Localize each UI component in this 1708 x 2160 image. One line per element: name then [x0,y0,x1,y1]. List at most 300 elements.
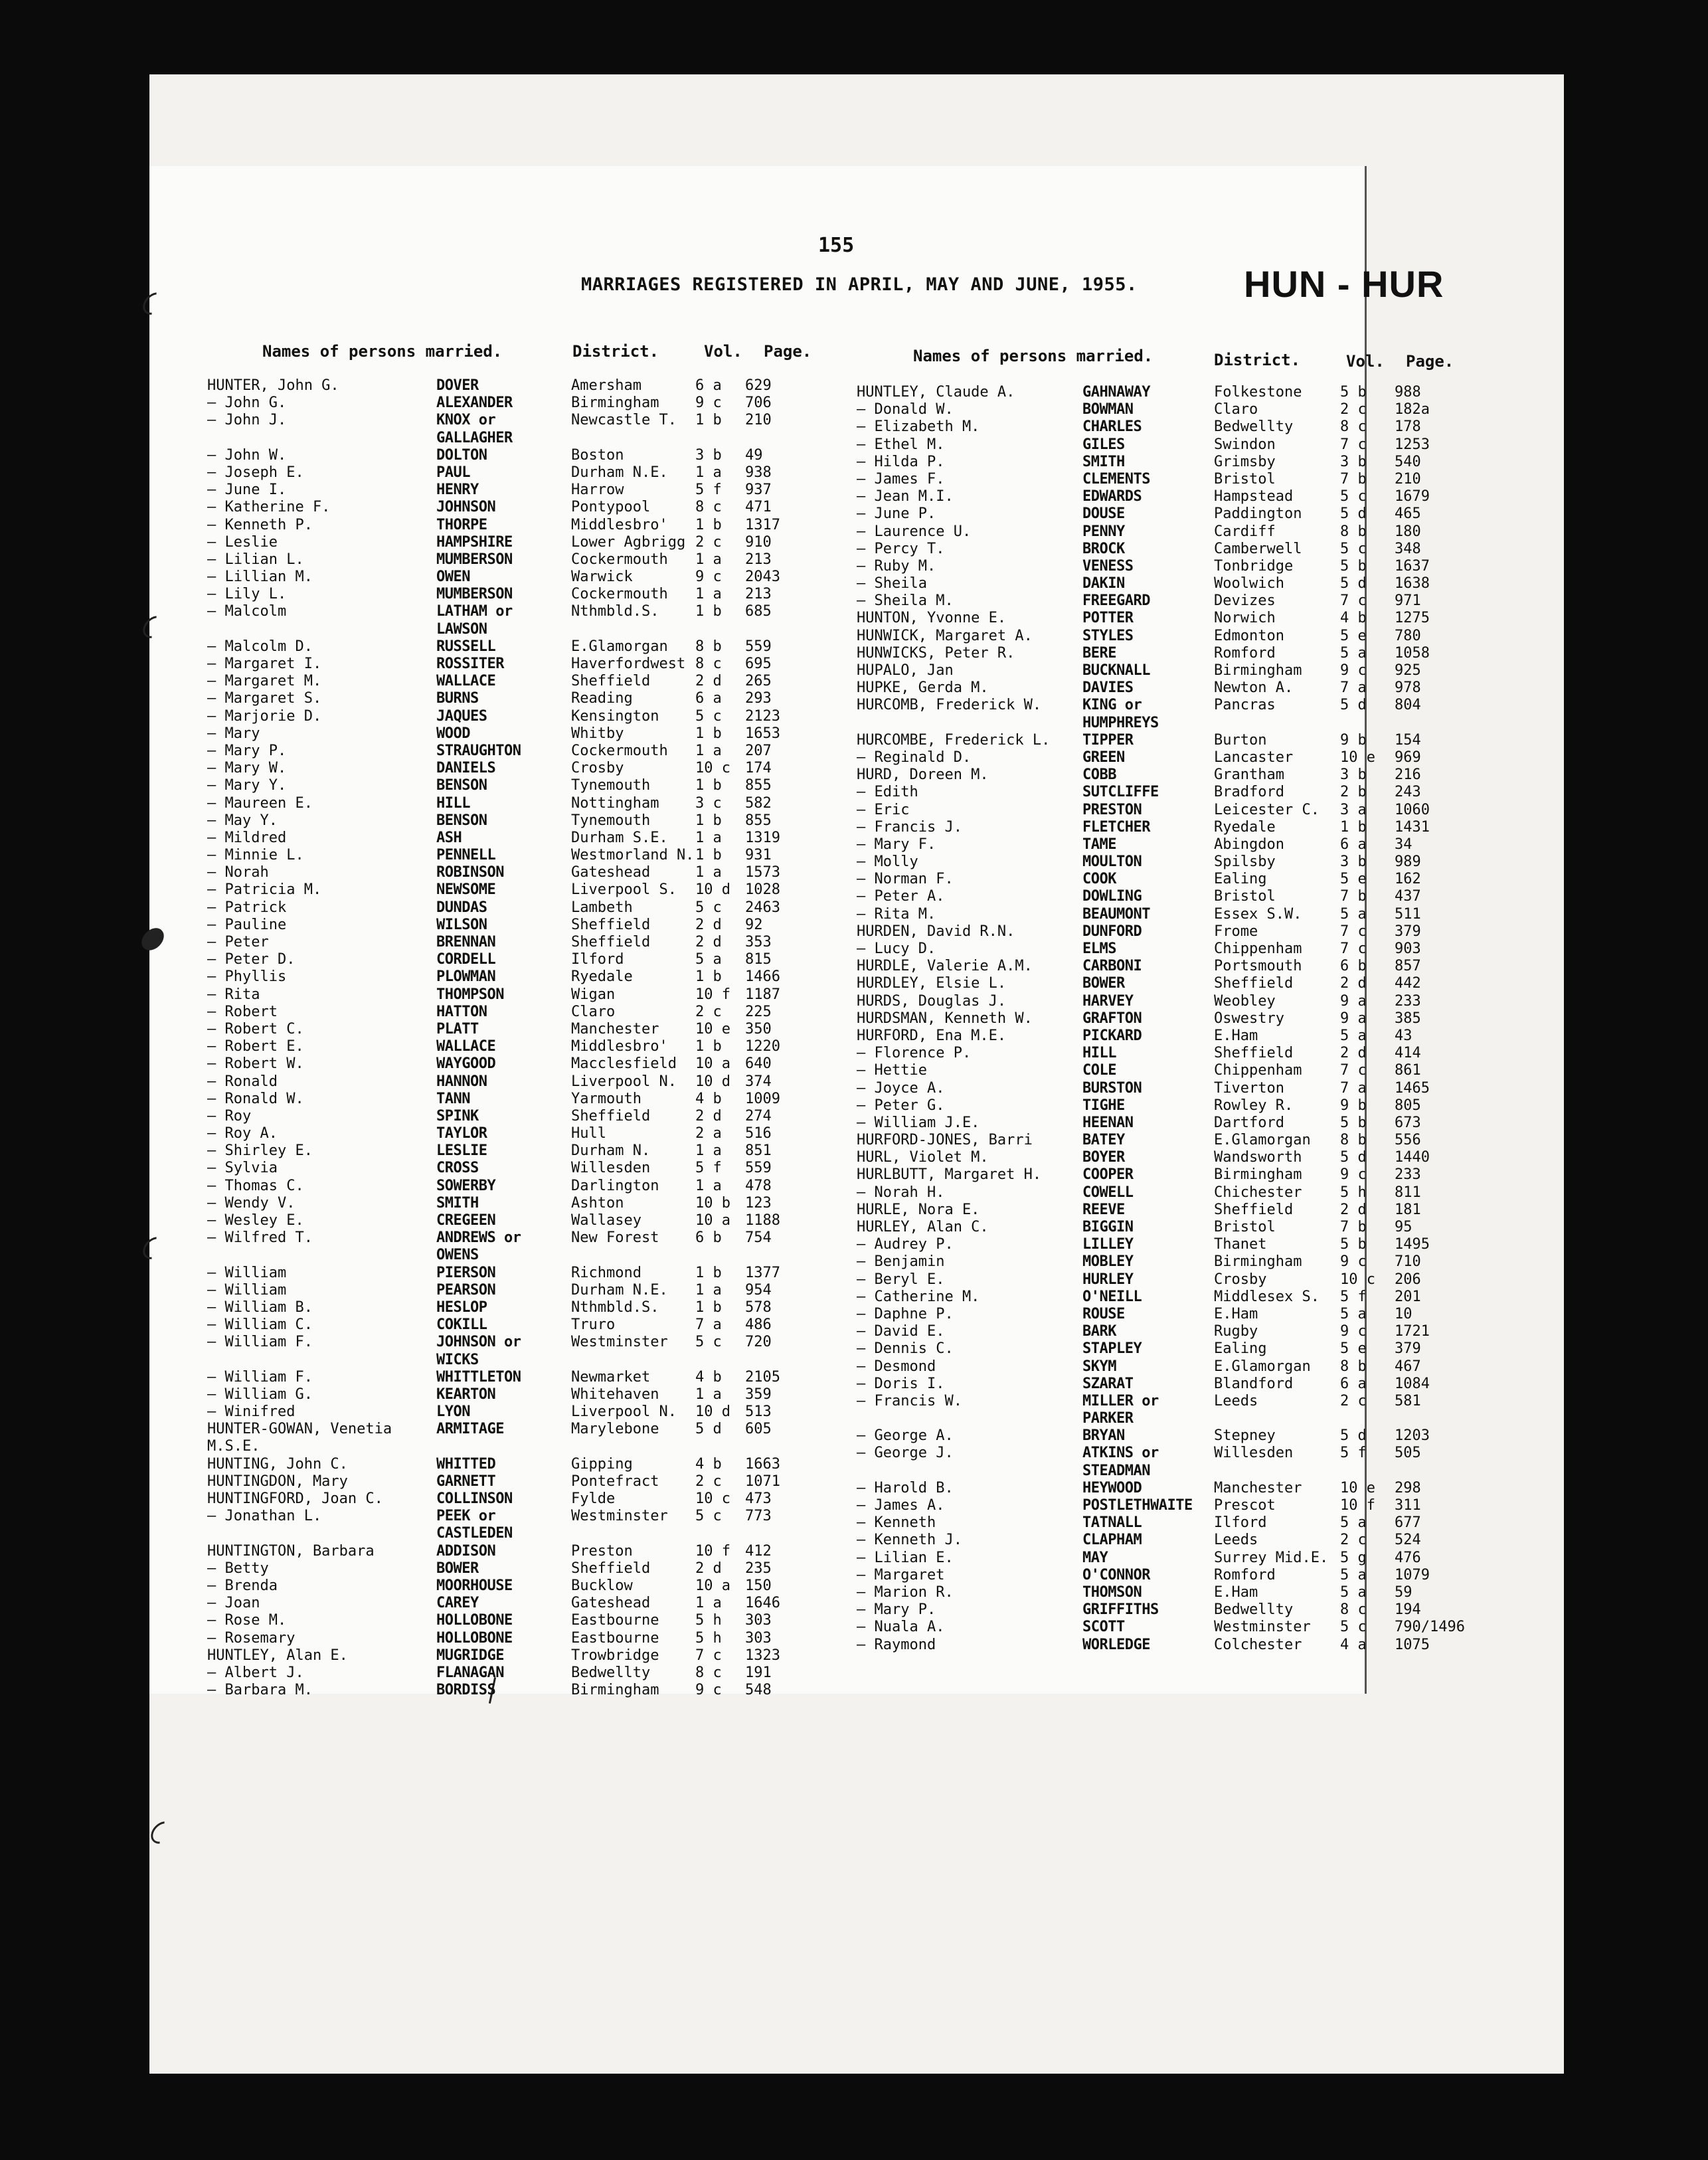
spouse-surname: HURLEY [1082,1271,1134,1288]
spouse-surname: SCOTT [1082,1619,1125,1636]
district: Oswestry [1214,1010,1284,1027]
district: Macclesfield [571,1055,677,1073]
table-row [857,1115,1474,1132]
spouse-surname: MILLER or [1082,1392,1159,1409]
person-name: — James F. [857,470,945,488]
person-name: — May Y. [207,812,278,829]
table-row [857,1289,1474,1306]
spouse-surname: FREEGARD [1082,592,1150,610]
table-row [857,1184,1474,1202]
volume: 7 c [695,1647,722,1664]
page-ref: 605 [745,1421,772,1438]
page-ref: 1646 [745,1595,780,1612]
district: Grimsby [1214,453,1276,470]
page-ref: 2043 [745,569,780,586]
spouse-surname: BOYER [1082,1149,1125,1166]
district: Leeds [1214,1532,1258,1549]
spouse-surname: BIGGIN [1082,1219,1134,1235]
district: Middlesbro' [571,516,668,533]
district: Norwich [1214,610,1276,627]
person-name: — Reginald D. [857,749,972,766]
table-row [207,482,825,499]
volume: 5 f [695,482,722,499]
spouse-surname: PARKER [1082,1410,1134,1427]
page-ref: 954 [745,1281,772,1299]
person-name: HURFORD-JONES, Barri [857,1132,1033,1149]
page-ref: 274 [745,1107,772,1125]
page-ref: 379 [1395,1340,1421,1358]
table-row [207,1108,825,1125]
table-row [857,471,1474,488]
district: Spilsby [1214,854,1276,871]
table-row [857,871,1474,888]
spouse-surname: THORPE [436,516,487,533]
spouse-surname: EDWARDS [1082,488,1142,505]
district: Swindon [1214,436,1276,453]
district: Devizes [1214,592,1276,610]
page-ref: 478 [745,1177,772,1194]
right-header-page: Page. [1406,352,1454,371]
spouse-surname: LYON [436,1403,470,1421]
person-name: HURCOMBE, Frederick L. [857,731,1051,749]
person-name: — Hettie [857,1062,927,1079]
volume: 2 d [1340,1201,1367,1218]
page-ref: 182a [1395,401,1430,418]
district: E.Ham [1214,1305,1258,1322]
district: Newcastle T. [571,412,677,429]
district: Marylebone [571,1421,659,1438]
page-number: 155 [818,234,855,257]
page-ref: 1573 [745,864,780,881]
volume: 5 e [1340,1340,1367,1358]
spouse-surname: BEAUMONT [1082,905,1150,923]
volume: 1 a [695,464,722,481]
person-name: HURLBUTT, Margaret H. [857,1166,1042,1184]
page-ref: 150 [745,1577,772,1594]
volume: 1 a [695,1595,722,1612]
person-name: — Thomas C. [207,1177,304,1194]
page-ref: 1071 [745,1473,780,1490]
spouse-surname: MOORHOUSE [436,1577,513,1594]
table-row [207,1438,825,1455]
table-row [207,847,825,864]
district: Sheffield [1214,1201,1294,1218]
district: Cockermouth [571,551,668,568]
person-name: — Maureen E. [207,794,313,812]
person-name: — Ethel M. [857,436,945,453]
person-name: — Daphne P. [857,1305,954,1322]
spouse-surname: BARK [1082,1323,1116,1340]
volume: 7 b [1340,1219,1367,1235]
page-ref: 348 [1395,540,1421,557]
page-ref: 49 [745,446,763,464]
spouse-surname: DANIELS [436,760,496,777]
volume: 9 c [1340,1253,1367,1271]
district: Wallasey [571,1212,641,1229]
spouse-surname: LATHAM or [436,603,513,620]
table-row [207,1386,825,1403]
district: Blandford [1214,1375,1294,1392]
spouse-surname: HENRY [436,482,479,499]
table-row [857,523,1474,541]
spouse-surname: PIERSON [436,1264,496,1281]
district: Ilford [1214,1514,1267,1532]
district: Rowley R. [1214,1097,1294,1114]
volume: 3 a [1340,801,1367,818]
spouse-surname: HEENAN [1082,1114,1134,1131]
district: Haverfordwest [571,656,686,672]
district: Whitby [571,725,624,742]
person-name: — Raymond [857,1636,936,1653]
spouse-surname: SPINK [436,1107,479,1125]
person-name: — William B. [207,1299,313,1316]
spouse-surname: HEYWOOD [1082,1479,1142,1496]
district: Amersham [571,377,641,394]
volume: 7 a [695,1316,722,1334]
volume: 1 b [695,412,722,429]
person-name: HURDS, Douglas J. [857,992,1007,1010]
table-row [207,638,825,656]
person-name: — John J. [207,412,287,429]
district: Cockermouth [571,586,668,603]
volume: 6 b [1340,958,1367,975]
district: Durham N.E. [571,464,668,481]
person-name: — Robert E. [207,1038,304,1055]
table-row [207,777,825,794]
district: Willesden [1214,1445,1294,1462]
volume: 7 b [1340,888,1367,905]
volume: 1 b [695,516,722,533]
left-header-vol: Vol. [704,342,742,361]
person-name: HURDLE, Valerie A.M. [857,958,1033,975]
spouse-surname: WHITTLETON [436,1368,521,1386]
person-name: HURCOMB, Frederick W. [857,697,1042,714]
table-row [207,464,825,482]
page-ref: 511 [1395,905,1421,923]
table-row [857,802,1474,819]
district: Middlesex S. [1214,1288,1320,1305]
district: Newton A. [1214,679,1294,697]
volume: 9 a [1340,1010,1367,1027]
table-row [207,1142,825,1160]
district: Camberwell [1214,540,1302,557]
page-ref: 2105 [745,1368,780,1386]
table-row [207,986,825,1004]
spouse-surname: CLEMENTS [1082,470,1150,488]
district: Wigan [571,986,616,1003]
spouse-surname: LESLIE [436,1142,487,1160]
person-name: — June I. [207,482,287,499]
page-ref: 978 [1395,679,1421,697]
table-row [207,621,825,638]
district: Tynemouth [571,777,651,794]
spouse-surname: BOWER [436,1560,479,1577]
table-row [857,1323,1474,1340]
district: Pontefract [571,1473,659,1490]
volume: 10 a [695,1055,730,1073]
person-name: HUNTINGFORD, Joan C. [207,1490,383,1507]
table-row [857,1219,1474,1236]
person-name: — Rita M. [857,905,936,923]
person-name: — Sheila [857,575,927,592]
spouse-surname: DUNFORD [1082,923,1142,940]
table-row [207,1595,825,1612]
right-entries [857,384,1474,1654]
page-ref: 95 [1395,1219,1412,1235]
person-name: — Margaret I. [207,656,322,672]
volume: 5 c [1340,488,1367,505]
person-name: — John W. [207,446,287,464]
person-name: — Sheila M. [857,592,954,610]
volume: 5 b [1340,557,1367,575]
volume: 2 a [695,1125,722,1142]
district: Bucklow [571,1577,633,1594]
person-name: — Phyllis [207,968,287,986]
spouse-surname: BROCK [1082,540,1125,557]
person-name: — Norah H. [857,1184,945,1201]
district: Colchester [1214,1636,1302,1653]
volume: 10 e [695,1020,730,1037]
spouse-surname: TAME [1082,836,1116,853]
spouse-surname: ALEXANDER [436,395,513,412]
page-ref: 629 [745,377,772,394]
volume: 5 a [1340,1027,1367,1044]
page-ref: 548 [745,1682,772,1699]
volume: 5 f [695,1160,722,1177]
spouse-surname: GRIFFITHS [1082,1601,1159,1619]
district: Eastbourne [571,1612,659,1629]
person-name: HUNTER-GOWAN, Venetia [207,1421,392,1438]
person-name: — Norah [207,864,269,881]
volume: 1 a [695,829,722,846]
spouse-surname: POSTLETHWAITE [1082,1497,1193,1514]
volume: 5 a [1340,1583,1367,1601]
person-name: — Rita [207,986,260,1003]
table-row [857,558,1474,575]
page-ref: 540 [1395,453,1421,470]
page-ref: 861 [1395,1062,1421,1079]
left-entries [207,377,825,1699]
volume: 4 b [1340,610,1367,627]
volume: 5 e [1340,627,1367,644]
page-ref: 180 [1395,523,1421,540]
page-ref: 559 [745,1160,772,1177]
spouse-surname: CASTLEDEN [436,1525,513,1542]
volume: 1 b [695,812,722,829]
volume: 1 a [695,586,722,603]
spouse-surname: SMITH [1082,453,1125,470]
table-row [207,673,825,690]
district: Edmonton [1214,627,1284,644]
spouse-surname: STEADMAN [1082,1462,1150,1479]
table-row [207,412,825,429]
district: Tonbridge [1214,557,1294,575]
spouse-surname: JOHNSON or [436,1334,521,1351]
page-ref: 773 [745,1508,772,1525]
page-ref: 857 [1395,958,1421,975]
volume: 9 b [1340,1097,1367,1114]
spouse-surname: PENNELL [436,847,496,864]
volume: 7 c [1340,923,1367,940]
table-row [207,968,825,986]
person-name: — Mary Y. [207,777,287,794]
district: Chippenham [1214,941,1302,957]
table-row [857,1619,1474,1636]
district: Middlesbro' [571,1038,668,1055]
spouse-surname: HAMPSHIRE [436,533,513,551]
district: Sheffield [571,673,651,690]
district: Rugby [1214,1323,1258,1340]
page-ref: 695 [745,656,772,672]
volume: 9 c [1340,1323,1367,1340]
district: Wandsworth [1214,1149,1302,1166]
spouse-surname: BRENNAN [436,934,496,950]
page-ref: 903 [1395,941,1421,957]
person-name: — Ronald W. [207,1090,304,1107]
table-row [207,1525,825,1542]
volume: 10 b [695,1194,730,1212]
person-name: — Hilda P. [857,453,945,470]
person-name: HUNTON, Yvonne E. [857,610,1007,627]
spouse-surname: BENSON [436,812,487,829]
volume: 4 b [695,1090,722,1107]
spouse-surname: SMITH [436,1194,479,1212]
page-ref: 851 [745,1142,772,1160]
district: Darlington [571,1177,659,1194]
page-ref: 210 [745,412,772,429]
table-row [207,1577,825,1595]
volume: 5 f [1340,1445,1367,1462]
page-ref: 442 [1395,975,1421,992]
district: Sheffield [571,1560,651,1577]
volume: 8 c [695,499,722,516]
spouse-surname: COLLINSON [436,1490,513,1507]
district: Kensington [571,707,659,725]
spouse-surname: HANNON [436,1073,487,1090]
district: Harrow [571,482,624,499]
person-name: — Margaret S. [207,690,322,707]
table-row [857,662,1474,679]
spouse-surname: BORDISS [436,1682,496,1699]
table-row [207,1421,825,1438]
volume: 5 a [1340,644,1367,662]
person-name: — Ronald [207,1073,278,1090]
table-row [857,1045,1474,1062]
spouse-surname: HARVEY [1082,992,1134,1010]
person-name: — Joyce A. [857,1079,945,1097]
page-ref: 473 [745,1490,772,1507]
person-name: — James A. [857,1497,945,1514]
volume: 2 c [1340,401,1367,418]
page-ref: 1220 [745,1038,780,1055]
spouse-surname: DOUSE [1082,505,1125,523]
district: Woolwich [1214,575,1284,592]
spouse-surname: BURSTON [1082,1079,1142,1097]
page-ref: 123 [745,1194,772,1212]
person-name: HUPALO, Jan [857,662,954,679]
spouse-surname: CARBONI [1082,958,1142,975]
page-ref: 1440 [1395,1149,1430,1166]
page-ref: 1253 [1395,436,1430,453]
spouse-surname: WILSON [436,916,487,933]
spouse-surname: COLE [1082,1062,1116,1079]
spouse-surname: WALLACE [436,1038,496,1055]
volume: 6 a [695,690,722,707]
page-ref: 178 [1395,418,1421,436]
volume: 10 f [695,986,730,1003]
district: Bedwellty [1214,418,1294,436]
person-name: HURLE, Nora E. [857,1201,980,1218]
table-row [207,430,825,447]
person-name: — Katherine F. [207,499,331,516]
person-name: — Kenneth [857,1514,936,1532]
district: Folkestone [1214,384,1302,401]
district: Durham N.E. [571,1281,668,1299]
page-ref: 815 [745,951,772,968]
person-name: HURL, Violet M. [857,1149,989,1166]
volume: 2 d [1340,975,1367,992]
district: Essex S.W. [1214,905,1302,923]
page-ref: 706 [745,395,772,412]
person-name: — Joan [207,1595,260,1612]
volume: 10 a [695,1212,730,1229]
person-name: — Peter G. [857,1097,945,1114]
volume: 5 c [695,899,722,916]
spouse-surname: HILL [1082,1045,1116,1062]
volume: 5 c [1340,1619,1367,1636]
person-name: — Nuala A. [857,1619,945,1636]
table-row [857,1340,1474,1358]
volume: 7 c [1340,436,1367,453]
person-name: — Norman F. [857,871,954,888]
spouse-surname: HOLLOBONE [436,1629,513,1647]
volume: 3 b [1340,453,1367,470]
volume: 9 b [1340,731,1367,749]
district: Surrey Mid.E. [1214,1549,1329,1566]
table-row [857,610,1474,627]
district: Birmingham [1214,662,1302,679]
volume: 1 a [695,864,722,881]
person-name: HUNTING, John C. [207,1455,348,1473]
person-name: — Mildred [207,829,287,846]
volume: 8 c [1340,1601,1367,1619]
table-row [207,1543,825,1560]
table-row [857,1253,1474,1271]
district: Lower Agbrigg [571,533,686,551]
table-row [207,1091,825,1108]
page-ref: 350 [745,1020,772,1037]
district: Eastbourne [571,1629,659,1647]
page-ref: 1431 [1395,818,1430,836]
spouse-surname: WICKS [436,1351,479,1368]
district: Romford [1214,644,1276,662]
person-name: — Elizabeth M. [857,418,980,436]
volume: 1 a [695,551,722,568]
volume: 8 c [695,1664,722,1681]
page-ref: 685 [745,603,772,620]
volume: 9 c [695,1682,722,1699]
table-row [207,899,825,917]
table-row [207,534,825,551]
district: Birmingham [1214,1253,1302,1271]
table-row [857,749,1474,766]
person-name: — Albert J. [207,1664,304,1681]
spouse-surname: TANN [436,1090,470,1107]
page-ref: 805 [1395,1097,1421,1114]
page-ref: 910 [745,533,772,551]
page-ref: 298 [1395,1479,1421,1496]
spouse-surname: HILL [436,794,470,812]
